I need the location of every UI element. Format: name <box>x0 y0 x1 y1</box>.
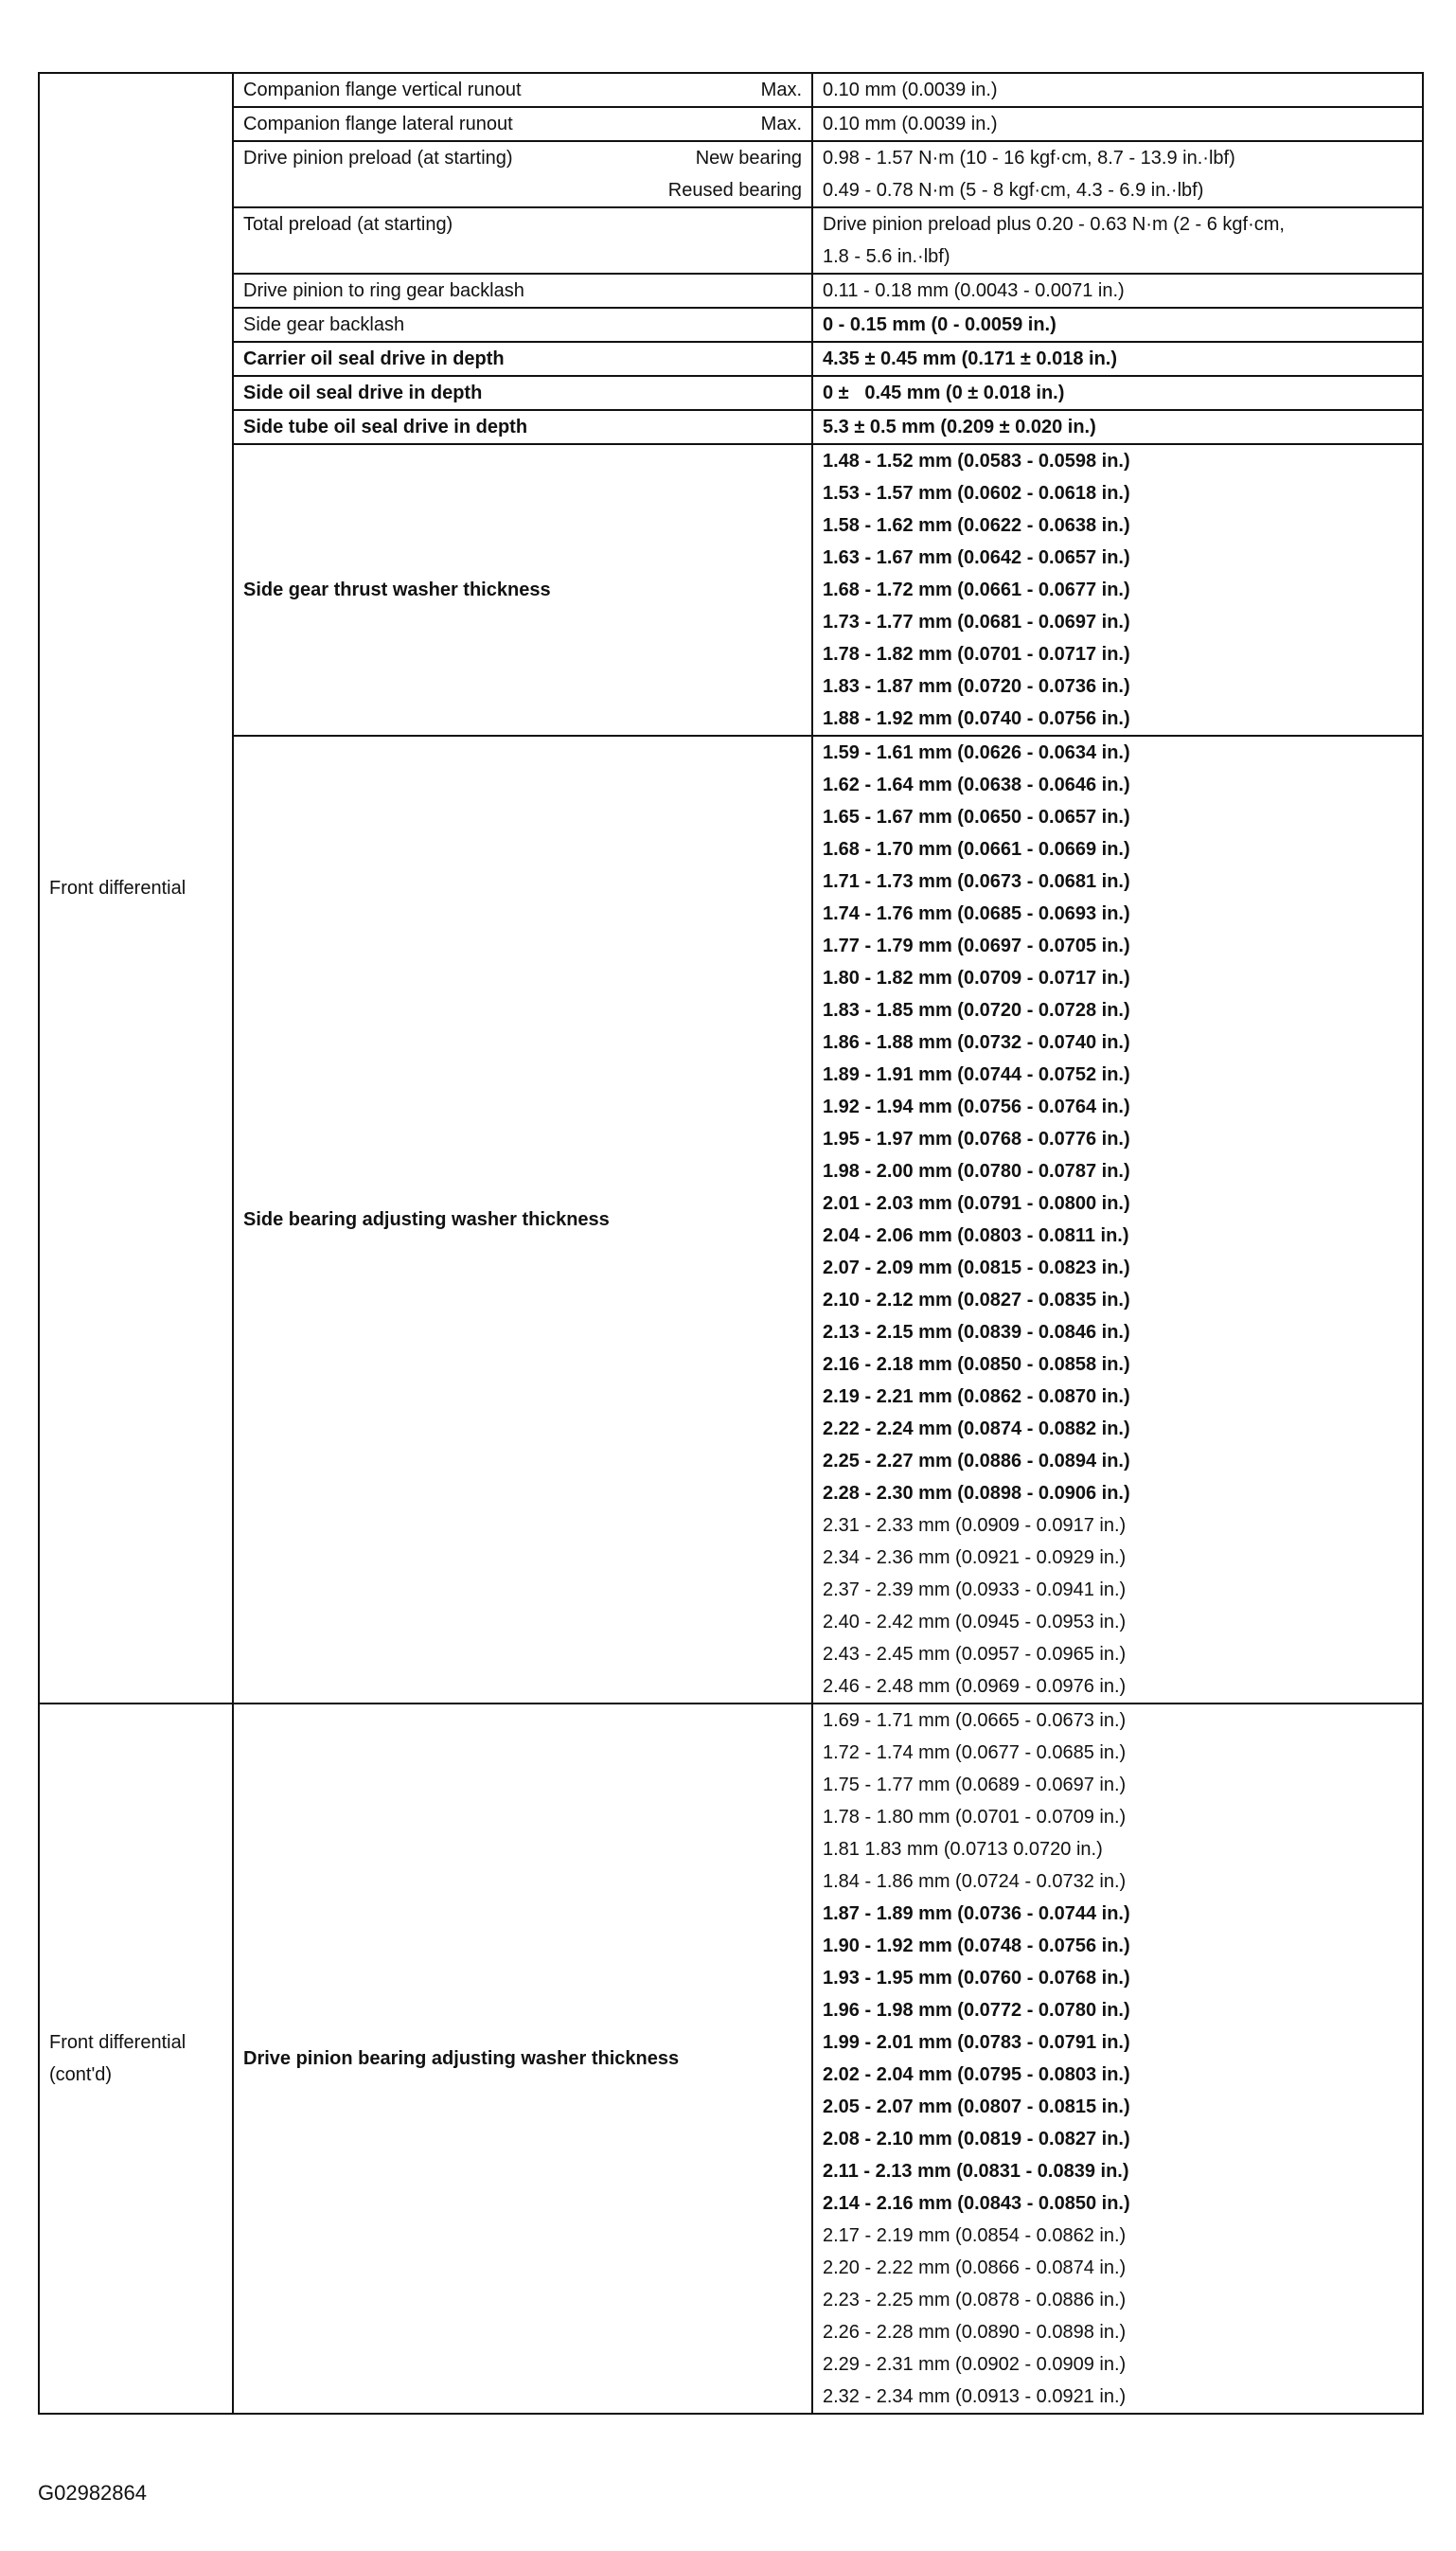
value-list <box>823 737 1412 1703</box>
spec-value: 1.8 - 5.6 in.·lbf) <box>823 246 950 267</box>
section-label: Front differential <box>49 2032 186 2053</box>
spec-value: 2.37 - 2.39 mm (0.0933 - 0.0941 in.) <box>823 1579 1127 1600</box>
spec-value: 1.68 - 1.70 mm (0.0661 - 0.0669 in.) <box>823 839 1130 860</box>
spec-value: 2.17 - 2.19 mm (0.0854 - 0.0862 in.) <box>823 2225 1127 2246</box>
value-list-cell <box>812 736 1423 1704</box>
spec-value: 2.04 - 2.06 mm (0.0803 - 0.0811 in.) <box>823 1225 1129 1246</box>
item-label: Companion flange lateral runout <box>243 114 513 134</box>
table-row <box>39 1704 1423 2414</box>
spec-value: 1.80 - 1.82 mm (0.0709 - 0.0717 in.) <box>823 968 1130 989</box>
section-label: Front differential <box>49 878 186 899</box>
value-cell <box>812 141 1423 207</box>
spec-value: 1.69 - 1.71 mm (0.0665 - 0.0673 in.) <box>823 1710 1127 1731</box>
spec-value: 1.87 - 1.89 mm (0.0736 - 0.0744 in.) <box>823 1903 1130 1924</box>
item-cell <box>233 107 812 141</box>
spec-value: 2.20 - 2.22 mm (0.0866 - 0.0874 in.) <box>823 2257 1127 2278</box>
figure-id: G02982864 <box>38 2481 147 2505</box>
item-label: Drive pinion to ring gear backlash <box>243 280 524 301</box>
spec-value: 2.10 - 2.12 mm (0.0827 - 0.0835 in.) <box>823 1290 1130 1311</box>
table-row <box>39 376 1423 410</box>
item-label: Total preload (at starting) <box>243 214 453 235</box>
spec-value: 1.83 - 1.85 mm (0.0720 - 0.0728 in.) <box>823 1000 1130 1021</box>
table-row <box>39 141 1423 207</box>
table-row <box>39 107 1423 141</box>
spec-value: 2.28 - 2.30 mm (0.0898 - 0.0906 in.) <box>823 1483 1130 1504</box>
item-label: Side bearing adjusting washer thickness <box>243 1209 610 1230</box>
spec-value: 1.63 - 1.67 mm (0.0642 - 0.0657 in.) <box>823 547 1130 568</box>
spec-value: 2.23 - 2.25 mm (0.0878 - 0.0886 in.) <box>823 2290 1127 2310</box>
item-cell <box>233 376 812 410</box>
spec-value: 2.14 - 2.16 mm (0.0843 - 0.0850 in.) <box>823 2193 1130 2214</box>
section-cell-front-differential <box>39 73 233 1704</box>
value-cell <box>812 207 1423 274</box>
spec-value: 0.10 mm (0.0039 in.) <box>823 80 998 100</box>
value-cell <box>812 107 1423 141</box>
table-row <box>39 73 1423 107</box>
spec-value: 1.71 - 1.73 mm (0.0673 - 0.0681 in.) <box>823 871 1130 892</box>
item-qualifier: Max. <box>760 114 802 134</box>
spec-value: 1.65 - 1.67 mm (0.0650 - 0.0657 in.) <box>823 807 1130 828</box>
item-cell <box>233 342 812 376</box>
spec-value: 1.93 - 1.95 mm (0.0760 - 0.0768 in.) <box>823 1968 1130 1989</box>
item-cell <box>233 444 812 736</box>
spec-value: 1.74 - 1.76 mm (0.0685 - 0.0693 in.) <box>823 903 1130 924</box>
item-label: Side oil seal drive in depth <box>243 383 483 403</box>
item-cell <box>233 207 812 274</box>
spec-value: 0.49 - 0.78 N·m (5 - 8 kgf·cm, 4.3 - 6.9 in.·lbf) <box>823 180 1204 201</box>
table-row <box>39 736 1423 1704</box>
item-qualifier: Reused bearing <box>667 180 802 201</box>
value-cell <box>812 376 1423 410</box>
value-list-cell <box>812 1704 1423 2414</box>
spec-value: 1.83 - 1.87 mm (0.0720 - 0.0736 in.) <box>823 676 1130 697</box>
spec-value: 0.10 mm (0.0039 in.) <box>823 114 998 134</box>
spec-value: 1.95 - 1.97 mm (0.0768 - 0.0776 in.) <box>823 1129 1130 1150</box>
table-row <box>39 342 1423 376</box>
spec-value: 2.02 - 2.04 mm (0.0795 - 0.0803 in.) <box>823 2064 1130 2085</box>
spec-value: 2.43 - 2.45 mm (0.0957 - 0.0965 in.) <box>823 1644 1127 1665</box>
spec-value: 1.89 - 1.91 mm (0.0744 - 0.0752 in.) <box>823 1064 1130 1085</box>
item-cell <box>233 410 812 444</box>
spec-value: 0.98 - 1.57 N·m (10 - 16 kgf·cm, 8.7 - 13.9 in.·lbf) <box>823 148 1235 169</box>
spec-value: 2.16 - 2.18 mm (0.0850 - 0.0858 in.) <box>823 1354 1130 1375</box>
spec-value: 2.25 - 2.27 mm (0.0886 - 0.0894 in.) <box>823 1451 1130 1472</box>
value-cell <box>812 342 1423 376</box>
spec-value: 1.59 - 1.61 mm (0.0626 - 0.0634 in.) <box>823 742 1130 763</box>
spec-value: 1.53 - 1.57 mm (0.0602 - 0.0618 in.) <box>823 483 1130 504</box>
item-cell <box>233 141 812 207</box>
spec-value: 4.35 ± 0.45 mm (0.171 ± 0.018 in.) <box>823 348 1118 369</box>
spec-value: 1.77 - 1.79 mm (0.0697 - 0.0705 in.) <box>823 936 1130 956</box>
spec-value: 2.31 - 2.33 mm (0.0909 - 0.0917 in.) <box>823 1515 1127 1536</box>
spec-value: 1.90 - 1.92 mm (0.0748 - 0.0756 in.) <box>823 1936 1130 1956</box>
spec-value: 1.73 - 1.77 mm (0.0681 - 0.0697 in.) <box>823 612 1130 633</box>
spec-value: 2.40 - 2.42 mm (0.0945 - 0.0953 in.) <box>823 1612 1127 1632</box>
item-label: Companion flange vertical runout <box>243 80 522 100</box>
spec-value: 1.99 - 2.01 mm (0.0783 - 0.0791 in.) <box>823 2032 1130 2053</box>
spec-value: 1.78 - 1.80 mm (0.0701 - 0.0709 in.) <box>823 1807 1127 1828</box>
item-cell <box>233 736 812 1704</box>
item-qualifier: Max. <box>760 80 802 100</box>
section-label: (cont'd) <box>49 2064 113 2085</box>
value-cell <box>812 410 1423 444</box>
section-cell-front-differential-contd <box>39 1704 233 2414</box>
spec-value: 1.86 - 1.88 mm (0.0732 - 0.0740 in.) <box>823 1032 1130 1053</box>
value-list-cell <box>812 444 1423 736</box>
spec-value: 2.22 - 2.24 mm (0.0874 - 0.0882 in.) <box>823 1418 1130 1439</box>
spec-value: 1.81 1.83 mm (0.0713 0.0720 in.) <box>823 1839 1103 1860</box>
value-list <box>823 1704 1412 2413</box>
item-cell <box>233 308 812 342</box>
spec-value: 1.48 - 1.52 mm (0.0583 - 0.0598 in.) <box>823 451 1130 472</box>
value-cell <box>812 73 1423 107</box>
item-label: Side tube oil seal drive in depth <box>243 417 528 437</box>
item-cell <box>233 274 812 308</box>
spec-value: 1.72 - 1.74 mm (0.0677 - 0.0685 in.) <box>823 1742 1127 1763</box>
spec-value: 1.92 - 1.94 mm (0.0756 - 0.0764 in.) <box>823 1097 1130 1117</box>
spec-value: 2.29 - 2.31 mm (0.0902 - 0.0909 in.) <box>823 2354 1127 2375</box>
spec-value: 2.08 - 2.10 mm (0.0819 - 0.0827 in.) <box>823 2129 1130 2150</box>
spec-value: 1.96 - 1.98 mm (0.0772 - 0.0780 in.) <box>823 2000 1130 2021</box>
spec-value: 2.13 - 2.15 mm (0.0839 - 0.0846 in.) <box>823 1322 1130 1343</box>
spec-value: 0 ± 0.45 mm (0 ± 0.018 in.) <box>823 383 1065 403</box>
item-label: Drive pinion bearing adjusting washer thickness <box>243 2048 680 2069</box>
spec-value: 1.98 - 2.00 mm (0.0780 - 0.0787 in.) <box>823 1161 1130 1182</box>
spec-value: 2.32 - 2.34 mm (0.0913 - 0.0921 in.) <box>823 2386 1127 2407</box>
value-cell <box>812 308 1423 342</box>
spec-value: 1.88 - 1.92 mm (0.0740 - 0.0756 in.) <box>823 708 1130 729</box>
spec-value: 2.34 - 2.36 mm (0.0921 - 0.0929 in.) <box>823 1547 1127 1568</box>
table-row <box>39 444 1423 736</box>
spec-value: 0.11 - 0.18 mm (0.0043 - 0.0071 in.) <box>823 280 1125 301</box>
item-label: Side gear backlash <box>243 314 405 335</box>
value-cell <box>812 274 1423 308</box>
spec-value: 0 - 0.15 mm (0 - 0.0059 in.) <box>823 314 1056 335</box>
spec-value: 1.62 - 1.64 mm (0.0638 - 0.0646 in.) <box>823 775 1130 795</box>
item-label: Carrier oil seal drive in depth <box>243 348 505 369</box>
table-row <box>39 207 1423 274</box>
spec-value: 2.05 - 2.07 mm (0.0807 - 0.0815 in.) <box>823 2096 1130 2117</box>
spec-value: 1.58 - 1.62 mm (0.0622 - 0.0638 in.) <box>823 515 1130 536</box>
spec-value: 1.84 - 1.86 mm (0.0724 - 0.0732 in.) <box>823 1871 1127 1892</box>
item-label: Side gear thrust washer thickness <box>243 580 551 600</box>
table-row <box>39 410 1423 444</box>
spec-value: 2.11 - 2.13 mm (0.0831 - 0.0839 in.) <box>823 2161 1129 2182</box>
value-list <box>823 445 1412 735</box>
spec-value: 2.26 - 2.28 mm (0.0890 - 0.0898 in.) <box>823 2322 1127 2343</box>
spec-value: 2.01 - 2.03 mm (0.0791 - 0.0800 in.) <box>823 1193 1130 1214</box>
spec-value: 1.68 - 1.72 mm (0.0661 - 0.0677 in.) <box>823 580 1130 600</box>
item-cell <box>233 1704 812 2414</box>
specification-table <box>38 72 1424 2415</box>
spec-value: 2.07 - 2.09 mm (0.0815 - 0.0823 in.) <box>823 1258 1130 1278</box>
spec-value: 1.78 - 1.82 mm (0.0701 - 0.0717 in.) <box>823 644 1130 665</box>
table-row <box>39 274 1423 308</box>
item-qualifier: New bearing <box>695 148 802 169</box>
spec-value: 2.19 - 2.21 mm (0.0862 - 0.0870 in.) <box>823 1386 1130 1407</box>
spec-value: 5.3 ± 0.5 mm (0.209 ± 0.020 in.) <box>823 417 1096 437</box>
spec-value: 2.46 - 2.48 mm (0.0969 - 0.0976 in.) <box>823 1676 1127 1697</box>
spec-value: Drive pinion preload plus 0.20 - 0.63 N·m (2 - 6 kgf·cm, <box>823 214 1285 235</box>
item-cell <box>233 73 812 107</box>
table-row <box>39 308 1423 342</box>
spec-value: 1.75 - 1.77 mm (0.0689 - 0.0697 in.) <box>823 1775 1127 1795</box>
item-label: Drive pinion preload (at starting) <box>243 148 513 169</box>
